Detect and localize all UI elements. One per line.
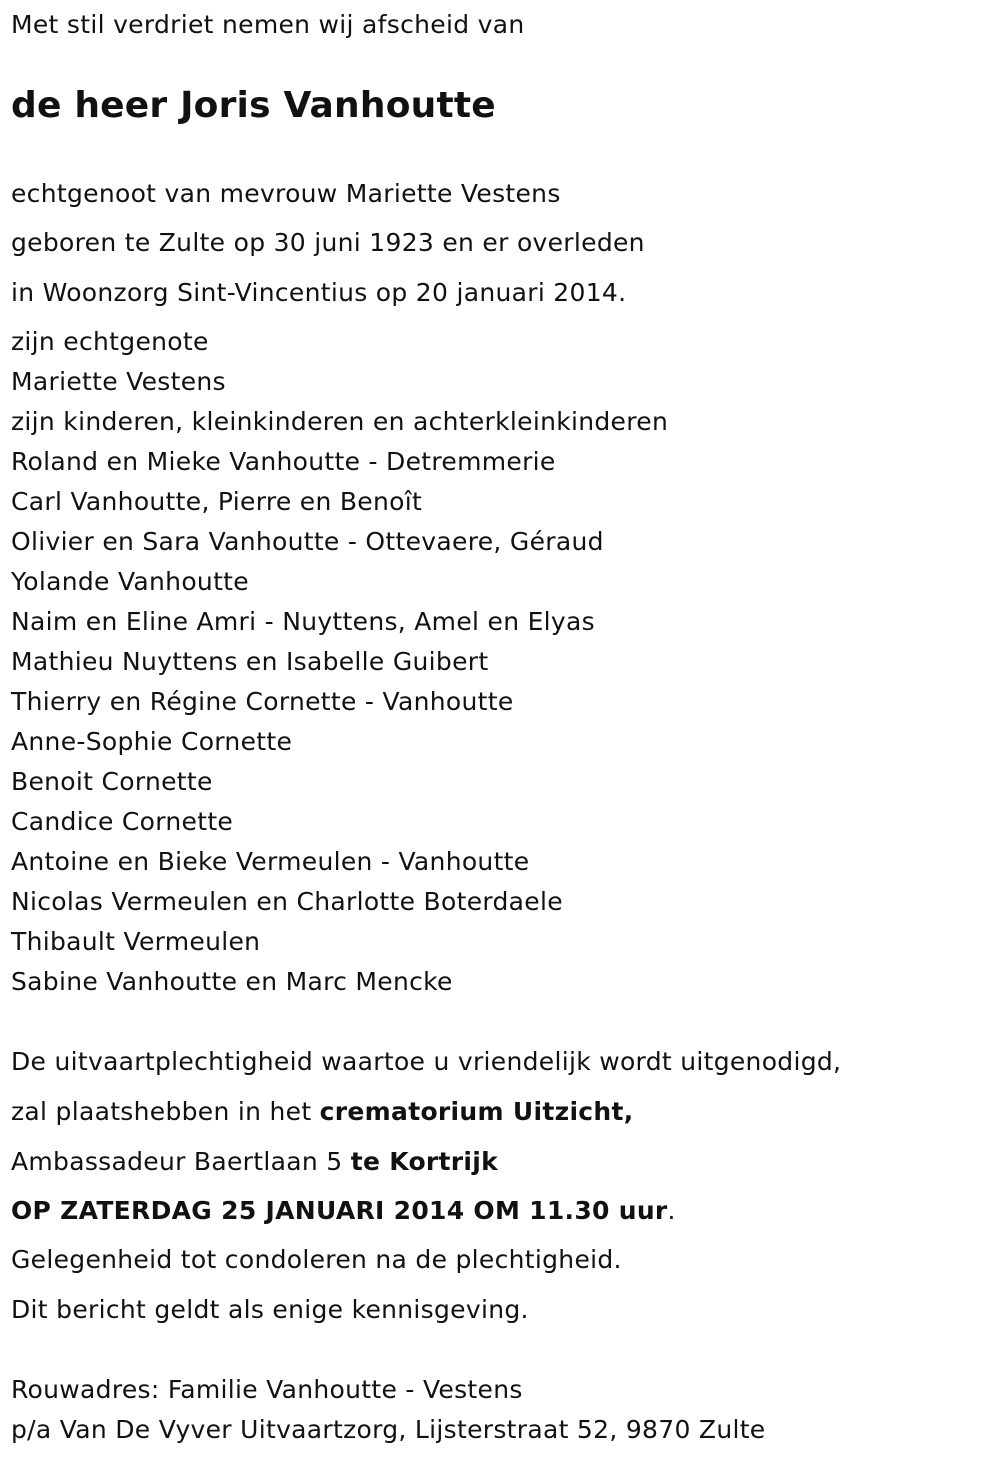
family-line: zijn echtgenote: [11, 327, 209, 356]
deceased-name: de heer Joris Vanhoutte: [11, 85, 496, 126]
ceremony-datetime: [11, 1195, 676, 1227]
family-line: Carl Vanhoutte, Pierre en Benoît: [11, 487, 423, 516]
ceremony-address: [11, 1146, 498, 1178]
family-line: Yolande Vanhoutte: [11, 567, 249, 596]
contact-address-line-2: p/a Van De Vyver Uitvaartzorg, Lijsterstraat 52, 9870 Zulte: [11, 1415, 766, 1444]
family-line: Thierry en Régine Cornette - Vanhoutte: [11, 687, 514, 716]
ceremony-invitation: De uitvaartplechtigheid waartoe u vriendelijk wordt uitgenodigd,: [11, 1047, 842, 1076]
family-line: Candice Cornette: [11, 807, 234, 836]
detail-death: in Woonzorg Sint-Vincentius op 20 januari 2014.: [11, 278, 627, 307]
contact-address-line-1: Rouwadres: Familie Vanhoutte - Vestens: [11, 1375, 523, 1404]
ceremony-address-street: Ambassadeur Baertlaan 5: [11, 1147, 351, 1176]
family-line: Mariette Vestens: [11, 367, 226, 396]
family-line: Olivier en Sara Vanhoutte - Ottevaere, Géraud: [11, 527, 604, 556]
family-line: Thibault Vermeulen: [11, 927, 261, 956]
ceremony-place-prefix: zal plaatshebben in het: [11, 1097, 320, 1126]
ceremony-datetime-value: OP ZATERDAG 25 JANUARI 2014 OM 11.30 uur: [11, 1196, 668, 1225]
family-line: Antoine en Bieke Vermeulen - Vanhoutte: [11, 847, 530, 876]
family-line: Nicolas Vermeulen en Charlotte Boterdaele: [11, 887, 563, 916]
family-line: Sabine Vanhoutte en Marc Mencke: [11, 967, 453, 996]
notice-note: Dit bericht geldt als enige kennisgeving.: [11, 1295, 529, 1324]
detail-birth: geboren te Zulte op 30 juni 1923 en er overleden: [11, 228, 645, 257]
ceremony-address-city: te Kortrijk: [350, 1147, 499, 1176]
detail-spouse: echtgenoot van mevrouw Mariette Vestens: [11, 179, 561, 208]
family-line: Benoit Cornette: [11, 767, 213, 796]
ceremony-datetime-period: .: [667, 1196, 676, 1225]
family-line: Naim en Eline Amri - Nuyttens, Amel en Elyas: [11, 607, 595, 636]
family-line: zijn kinderen, kleinkinderen en achterkleinkinderen: [11, 407, 669, 436]
family-line: Roland en Mieke Vanhoutte - Detremmerie: [11, 447, 556, 476]
family-line: Anne-Sophie Cornette: [11, 727, 293, 756]
family-line: Mathieu Nuyttens en Isabelle Guibert: [11, 647, 489, 676]
ceremony-place-venue: crematorium Uitzicht,: [319, 1097, 634, 1126]
ceremony-place: [11, 1096, 634, 1128]
intro-text: Met stil verdriet nemen wij afscheid van: [11, 10, 525, 39]
condolence-note: Gelegenheid tot condoleren na de plechtigheid.: [11, 1245, 622, 1274]
